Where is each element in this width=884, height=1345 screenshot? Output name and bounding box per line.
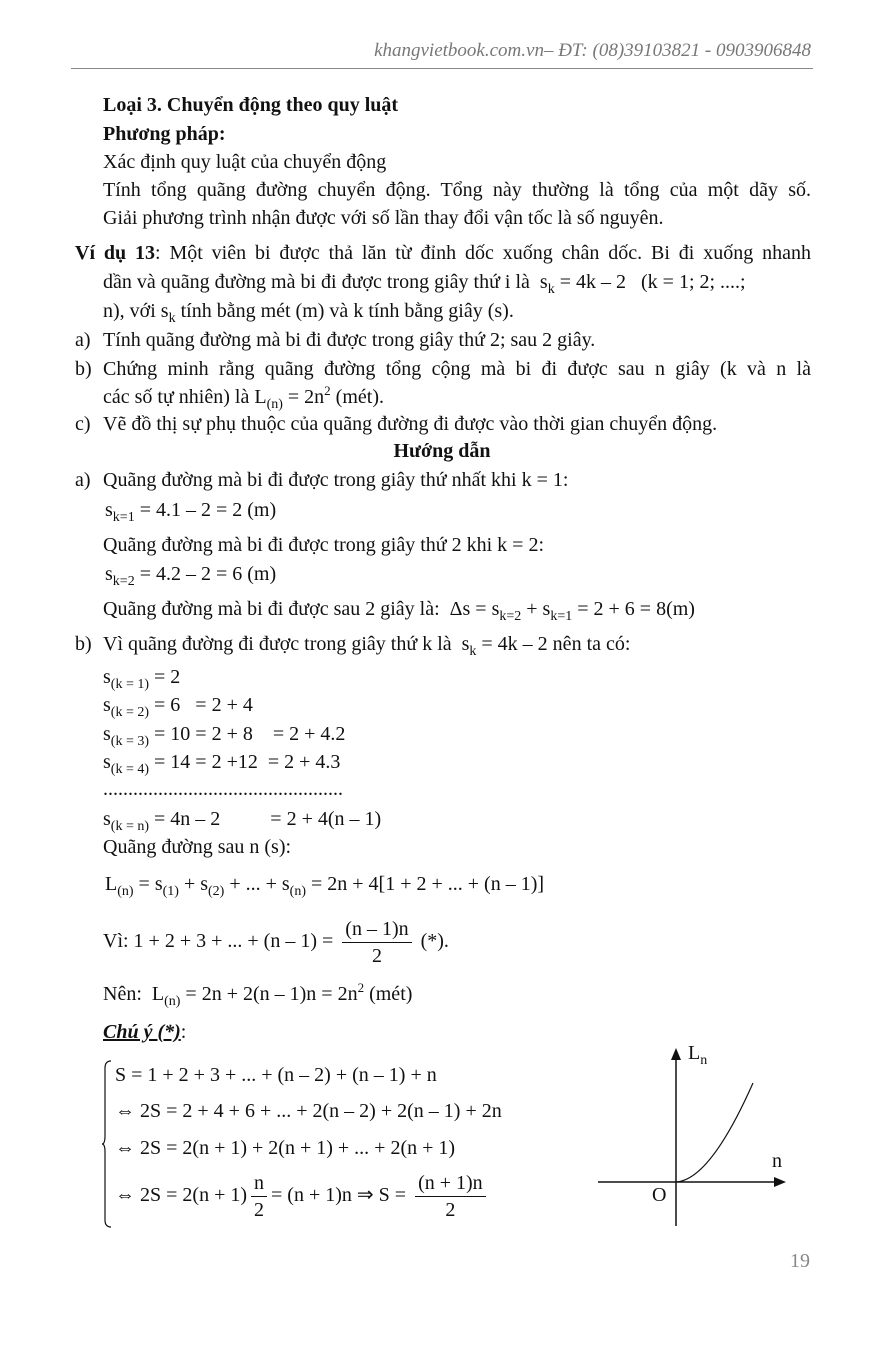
section-title: [103, 93, 398, 117]
text-run: S = 1 + 2 + 3 + ... + (n – 2) + (n – 1) + n: [115, 1064, 437, 1086]
text-run: (k = 1): [110, 677, 150, 692]
example-title: [75, 241, 811, 265]
formula: [105, 562, 277, 589]
system-line: [115, 1170, 490, 1223]
item-label: c): [75, 413, 91, 435]
text-run: Chú ý (*): [103, 1021, 181, 1043]
solution-text: [103, 468, 568, 492]
formula: [103, 916, 449, 969]
distance-time-graph: [590, 1040, 800, 1230]
solution-text: [103, 835, 291, 859]
question-b: [103, 357, 811, 381]
text-run: (k = 4): [110, 762, 150, 777]
text-run: k: [168, 311, 176, 326]
item-label: a): [75, 469, 91, 491]
origin-label: O: [652, 1184, 667, 1206]
fraction: [342, 916, 411, 969]
text-run: (2): [208, 884, 225, 899]
text-run: = 2n: [282, 386, 325, 408]
formula: [103, 722, 346, 749]
text-run: (mét): [364, 983, 413, 1005]
text-run: (k = n): [110, 819, 150, 834]
fraction-numerator: n: [251, 1170, 267, 1197]
text-run: (k = 3): [110, 734, 150, 749]
text-run: s: [103, 723, 111, 745]
page-header: khangvietbook.com.vn– ĐT: (08)39103821 - 0903906848: [374, 40, 811, 61]
text-run: Quãng đường mà bi đi được sau 2 giây là: Δs = s: [103, 598, 500, 620]
solution-text: [103, 533, 544, 557]
method-step: [103, 178, 811, 202]
text-run: (n): [289, 884, 306, 899]
text-run: = 4.2 – 2 = 6 (m): [134, 563, 277, 585]
text-run: = 6 = 2 + 4: [149, 694, 253, 716]
text-run: Tính tổng quãng đường chuyển động. Tổng này thường là tổng của một dãy số.: [103, 179, 811, 201]
formula: [103, 693, 253, 720]
text-run: Hướng dẫn: [393, 440, 491, 462]
solution-text: [103, 597, 695, 624]
text-run: L: [105, 873, 118, 895]
text-run: s: [103, 694, 111, 716]
parabola-curve: [676, 1083, 753, 1182]
text-run: Tính quãng đường mà bi đi được trong giây thứ 2; sau 2 giây.: [103, 329, 596, 351]
text-run: Xác định quy luật của chuyển động: [103, 151, 387, 173]
text-run: = s: [133, 873, 163, 895]
formula: [105, 498, 277, 525]
system-line: [115, 1136, 455, 1160]
fraction-denominator: 2: [254, 1199, 265, 1221]
note-heading: [103, 1020, 186, 1044]
text-run: Chứng minh rằng quãng đường tổng cộng mà bi đi được sau n giây (k và n là: [103, 358, 811, 380]
brace-icon: [102, 1060, 112, 1228]
text-run: k=1: [112, 510, 135, 525]
text-run: = (n + 1)n ⇒ S =: [271, 1184, 412, 1207]
method-heading: [103, 122, 226, 146]
text-run: dần và quãng đường mà bi đi được trong giây thứ i là s: [103, 271, 548, 293]
formula: [103, 750, 341, 777]
text-run: k: [547, 282, 555, 297]
question-c: [103, 412, 717, 436]
text-run: = 4k – 2 (k = 1; 2; ....;: [554, 271, 746, 293]
text-run: = 4k – 2 nên ta có:: [476, 633, 631, 655]
system-line: [115, 1063, 437, 1087]
header-rule: [71, 68, 813, 69]
text-run: ⇔ 2S = 2(n + 1) + 2(n + 1) + ... + 2(n + 1): [115, 1137, 456, 1159]
formula: [103, 807, 382, 834]
page-number: 19: [790, 1250, 810, 1272]
example-text: [103, 299, 514, 326]
text-run: s: [105, 563, 113, 585]
example-text: [103, 270, 746, 297]
formula: [105, 872, 545, 899]
fraction-denominator: 2: [371, 945, 382, 967]
text-run: = 4.1 – 2 = 2 (m): [134, 499, 277, 521]
text-run: Vì: 1 + 2 + 3 + ... + (n – 1) =: [103, 930, 339, 953]
graph-axes: [590, 1040, 800, 1230]
question-b: [103, 383, 384, 412]
text-run: s: [105, 499, 113, 521]
text-run: = 4n – 2 = 2 + 4(n – 1): [149, 808, 382, 830]
text-run: Quãng đường mà bi đi được trong giây thứ 2 khi k = 2:: [103, 534, 545, 556]
text-run: + s: [521, 598, 551, 620]
text-run: 2: [324, 383, 331, 398]
x-axis-arrow-icon: [774, 1177, 786, 1187]
text-run: (n): [164, 994, 181, 1009]
text-run: s: [103, 666, 111, 688]
text-run: Quãng đường mà bi đi được trong giây thứ nhất khi k = 1:: [103, 469, 569, 491]
fraction-denominator: 2: [445, 1199, 456, 1221]
text-run: :: [180, 1021, 187, 1043]
text-run: k: [469, 644, 477, 659]
text-run: = 2n + 4[1 + 2 + ... + (n – 1)]: [306, 873, 545, 895]
text-run: k=1: [550, 609, 573, 624]
fraction: [251, 1170, 267, 1223]
question-a: [103, 328, 595, 352]
text-run: các số tự nhiên) là L: [103, 386, 267, 408]
y-axis-label: $L_n$: [688, 1042, 708, 1068]
text-run: ⇔ 2S = 2(n + 1): [115, 1184, 248, 1207]
text-run: (1): [162, 884, 179, 899]
text-run: Ví dụ 13: [75, 242, 156, 264]
item-label: b): [75, 633, 92, 655]
formula: [103, 980, 413, 1009]
text-run: k=2: [499, 609, 522, 624]
x-axis-label: n: [772, 1150, 782, 1172]
text-run: Phương pháp:: [103, 123, 226, 145]
method-step: [103, 206, 664, 230]
text-run: (n): [117, 884, 134, 899]
dots-separator: [103, 777, 343, 801]
text-run: s: [103, 808, 111, 830]
text-run: ⇔ 2S = 2 + 4 + 6 + ... + 2(n – 2) + 2(n – 1) + 2n: [115, 1100, 502, 1122]
text-run: Nên: L: [103, 983, 165, 1005]
text-run: + s: [178, 873, 208, 895]
text-run: k=2: [112, 574, 135, 589]
solution-heading: [0, 439, 884, 463]
fraction-numerator: (n – 1)n: [342, 916, 411, 943]
text-run: ................................................: [103, 778, 343, 800]
system-line: [115, 1099, 502, 1123]
text-run: s: [103, 751, 111, 773]
text-run: Giải phương trình nhận được với số lần thay đổi vận tốc là số nguyên.: [103, 207, 664, 229]
solution-text: [103, 632, 631, 659]
fraction-numerator: (n + 1)n: [415, 1170, 486, 1197]
text-run: Loại 3. Chuyển động theo quy luật: [103, 94, 399, 116]
text-run: (n): [266, 397, 283, 412]
item-label: a): [75, 329, 91, 351]
text-run: tính bằng mét (m) và k tính bằng giây (s).: [175, 300, 514, 322]
text-run: Vẽ đồ thị sự phụ thuộc của quãng đường đi được vào thời gian chuyển động.: [103, 413, 718, 435]
method-step: [103, 150, 386, 174]
text-run: = 14 = 2 +12 = 2 + 4.3: [149, 751, 341, 773]
text-run: = 2n + 2(n – 1)n = 2n: [180, 983, 358, 1005]
text-run: : Một viên bi được thả lăn từ đỉnh dốc xuống chân dốc. Bi đi xuống nhanh: [155, 242, 811, 264]
text-run: 2: [357, 980, 365, 995]
text-run: (k = 2): [110, 705, 150, 720]
text-run: = 10 = 2 + 8 = 2 + 4.2: [149, 723, 346, 745]
text-run: (*).: [415, 930, 449, 953]
text-run: Vì quãng đường đi được trong giây thứ k là s: [103, 633, 470, 655]
text-run: = 2 + 6 = 8(m): [572, 598, 695, 620]
text-run: + ... + s: [224, 873, 290, 895]
fraction: [415, 1170, 486, 1223]
text-run: Quãng đường sau n (s):: [103, 836, 292, 858]
text-run: = 2: [149, 666, 181, 688]
text-run: (mét).: [330, 386, 384, 408]
formula: [103, 665, 181, 692]
item-label: b): [75, 358, 92, 380]
y-axis-arrow-icon: [671, 1048, 681, 1060]
text-run: n), với s: [103, 300, 169, 322]
